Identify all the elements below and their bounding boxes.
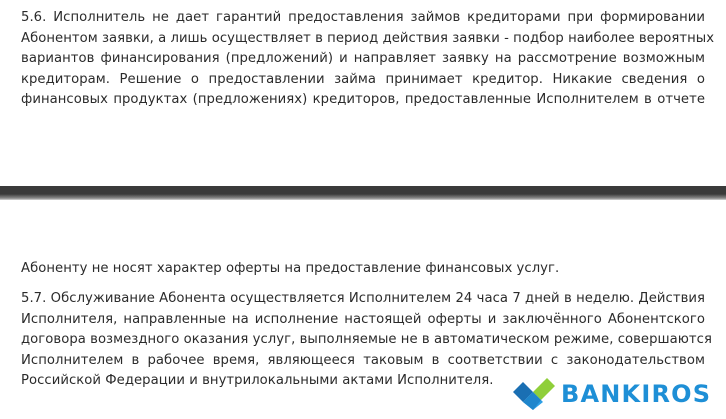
paragraph-5-7-line-2: Исполнителя, направленные на исполнение настоящей оферты и заключённого Абонентского — [21, 311, 705, 327]
paragraph-5-7-line-4: Исполнителем в рабочее время, являющееся таковым в соответствии с законодательством — [21, 352, 705, 368]
paragraph-5-7-line-3: договора возмездного оказания услуг, выполняемые не в автоматическом режиме, совершаются — [21, 332, 712, 347]
paragraph-5-6-line-3: вариантов финансирования (предложений) и направляет заявку на рассмотрение возможным — [21, 51, 705, 66]
paragraph-5-6 — [21, 8, 715, 111]
paragraph-5-6-continuation — [21, 259, 711, 280]
page-break-separator — [0, 186, 726, 200]
bankiros-logo-icon — [513, 378, 555, 410]
bankiros-logo-text: BANKIROS — [561, 380, 712, 408]
paragraph-5-7-line-1: 5.7. Обслуживание Абонента осуществляется Исполнителем 24 часа 7 дней в неделю. Действия — [21, 291, 705, 306]
bankiros-watermark-logo — [513, 378, 713, 410]
paragraph-5-7-line-5: Российской Федерации и внутрилокальными актами Исполнителя. — [21, 373, 494, 388]
paragraph-5-6-line-2: Абонентом заявки, а лишь осуществляет в период действия заявки - подбор наиболее вероятных — [21, 30, 715, 46]
paragraph-5-6-line-4: кредиторам. Решение о предоставлении займа принимает кредитор. Никакие сведения о — [21, 71, 705, 87]
paragraph-5-6-continuation-line: Абоненту не носят характер оферты на предоставление финансовых услуг. — [21, 261, 560, 276]
paragraph-5-6-line-1: 5.6. Исполнитель не дает гарантий предоставления займов кредиторами при формировании — [21, 10, 705, 25]
paragraph-5-6-line-5: финансовых продуктах (предложениях) кредиторов, предоставленные Исполнителем в отчете — [21, 92, 705, 107]
paragraph-5-7 — [21, 289, 712, 392]
